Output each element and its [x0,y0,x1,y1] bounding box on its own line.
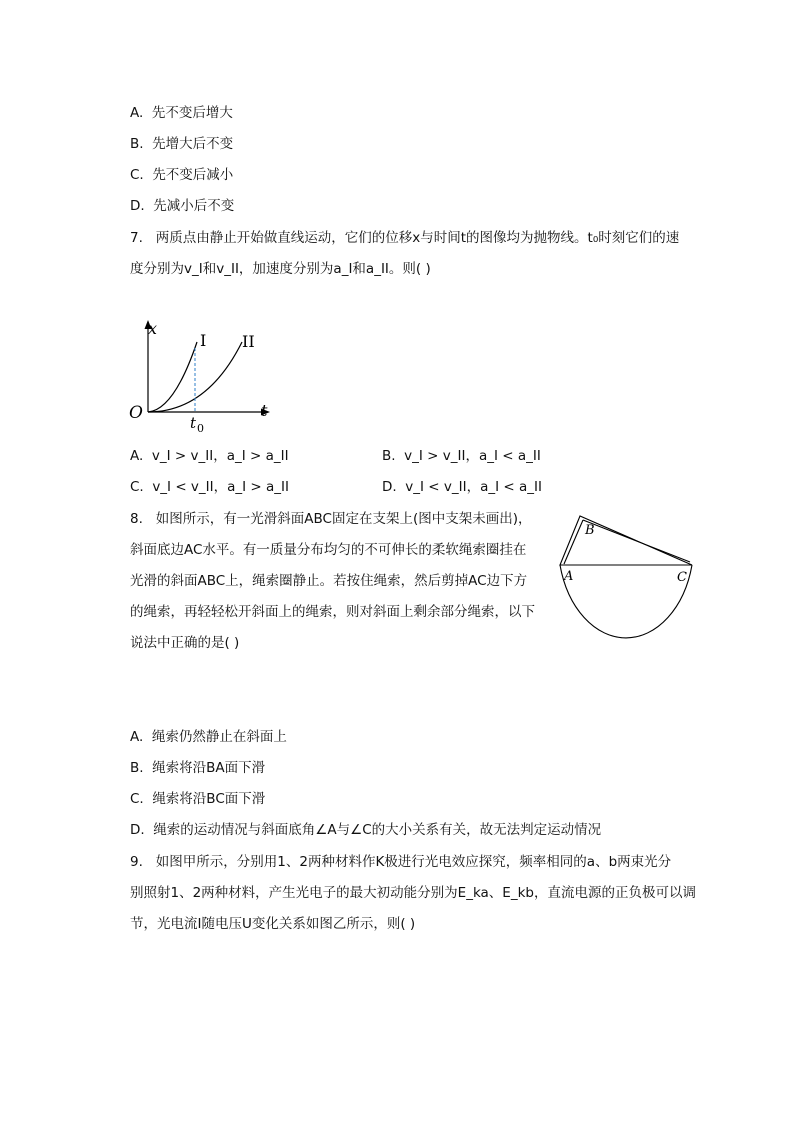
t0-label: t [190,414,197,432]
label-c: C [677,570,687,585]
curve-ii [148,342,242,412]
q8-option-c[interactable]: C. 绳索将沿BC面下滑 [130,791,266,807]
y-axis-label: x [148,319,158,338]
q9-line3: 节，光电流I随电压U变化关系如图乙所示，则( ) [130,916,416,932]
incline-triangle [560,516,692,565]
q7-line2: 度分别为v_I和v_II，加速度分别为a_I和a_II。则( ) [130,261,431,277]
t0-subscript: 0 [197,422,204,435]
q7-option-b[interactable]: B. v_I > v_II，a_I < a_II [382,448,541,464]
q8-option-d[interactable]: D. 绳索的运动情况与斜面底角∠A与∠C的大小关系有关，故无法判定运动情况 [130,822,602,838]
q7-option-d[interactable]: D. v_I < v_II，a_I < a_II [382,479,542,495]
q6-option-c[interactable]: C. 先不变后减小 [130,167,234,183]
q8-line3: 光滑的斜面ABC上，绳索圈静止。若按住绳索，然后剪掉AC边下方 [130,573,528,589]
q7-option-c[interactable]: C. v_I < v_II，a_I > a_II [130,479,290,495]
q8-option-a[interactable]: A. 绳索仍然静止在斜面上 [130,729,287,745]
curve-i-label: I [200,331,207,350]
label-b: B [585,523,595,538]
q6-option-b[interactable]: B. 先增大后不变 [130,136,234,152]
q7-line1: 7. 两质点由静止开始做直线运动，它们的位移x与时间t的图像均为抛物线。t₀时刻它们的速 [130,230,680,246]
rope-lower-loop [560,565,692,638]
origin-label: O [129,403,143,423]
q8-line1: 8. 如图所示，有一光滑斜面ABC固定在支架上(图中支架未画出)， [130,511,532,527]
q8-option-b[interactable]: B. 绳索将沿BA面下滑 [130,760,266,776]
q7-option-a[interactable]: A. v_I > v_II，a_I > a_II [130,448,289,464]
curve-ii-label: II [242,332,255,351]
q8-line5: 说法中正确的是( ) [130,635,240,651]
q8-line2: 斜面底边AC水平。有一质量分布均匀的不可伸长的柔软绳索圈挂在 [130,542,527,558]
q8-figure [552,508,698,666]
q7-graph [128,312,288,440]
label-a: A [564,569,574,584]
x-axis-label: t [261,401,268,420]
q9-line2: 别照射1、2两种材料，产生光电子的最大初动能分别为E_ka、E_kb，直流电源的正负极可以调 [130,885,696,901]
q6-option-d[interactable]: D. 先减小后不变 [130,198,235,214]
rope-on-ba [564,520,583,564]
q9-line1: 9. 如图甲所示，分别用1、2两种材料作K极进行光电效应探究，频率相同的a、b两束光分 [130,854,672,870]
q6-option-a[interactable]: A. 先不变后增大 [130,105,233,121]
q8-line4: 的绳索，再轻轻松开斜面上的绳索，则对斜面上剩余部分绳索，以下 [130,604,535,620]
rope-on-bc [583,520,690,562]
